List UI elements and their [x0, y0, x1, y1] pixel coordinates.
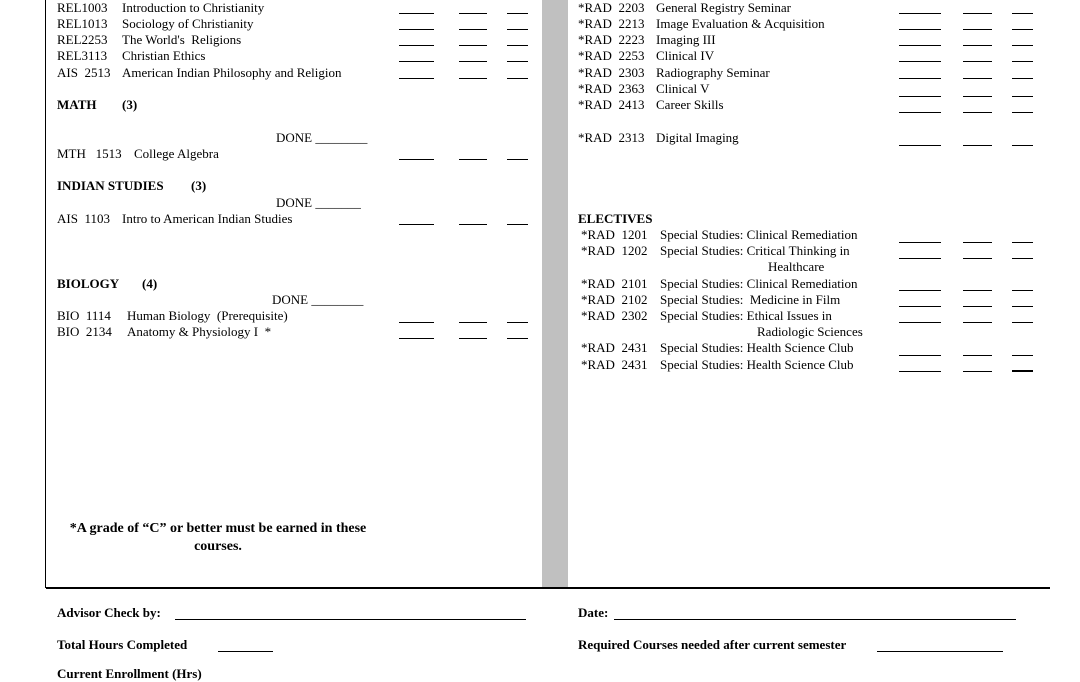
course-title: Career Skills	[656, 97, 724, 112]
course-title-continued: Healthcare	[768, 259, 825, 274]
date-label: Date:	[578, 605, 609, 620]
blank-line[interactable]	[507, 322, 528, 323]
course-code: *RAD 2213	[578, 16, 645, 31]
course-code: *RAD 2203	[578, 0, 645, 15]
blank-line[interactable]	[507, 13, 528, 14]
course-code: *RAD 2223	[578, 32, 645, 47]
blank-line[interactable]	[963, 145, 992, 146]
section-heading-indian-studies: INDIAN STUDIES	[57, 178, 164, 193]
section-hours: (3)	[122, 97, 138, 112]
course-title: Sociology of Christianity	[122, 16, 254, 31]
section-hours: (4)	[142, 276, 158, 291]
course-title: General Registry Seminar	[656, 0, 792, 15]
column-divider	[542, 0, 568, 588]
course-code: *RAD 2102	[581, 292, 648, 307]
course-title: Anatomy & Physiology I *	[127, 324, 272, 339]
blank-line[interactable]	[399, 322, 434, 323]
done-field: DONE ________	[272, 292, 364, 307]
blank-line[interactable]	[399, 45, 434, 46]
course-code: BIO 2134	[57, 324, 112, 339]
blank-line[interactable]	[899, 112, 941, 113]
blank-line[interactable]	[507, 45, 528, 46]
blank-line[interactable]	[1012, 258, 1033, 259]
course-title: Introduction to Christianity	[122, 0, 265, 15]
course-code: REL1013	[57, 16, 108, 31]
course-title: Radiography Seminar	[656, 65, 770, 80]
course-title: Special Studies: Health Science Club	[660, 357, 854, 372]
advisor-check-field[interactable]	[175, 619, 526, 620]
blank-line[interactable]	[399, 338, 434, 339]
course-title: Clinical IV	[656, 48, 715, 63]
blank-line[interactable]	[1012, 112, 1033, 113]
blank-line[interactable]	[399, 159, 434, 160]
done-field: DONE ________	[276, 130, 368, 145]
blank-line[interactable]	[1012, 78, 1033, 79]
blank-line[interactable]	[963, 13, 992, 14]
course-code: *RAD 2313	[578, 130, 645, 145]
blank-line[interactable]	[459, 29, 487, 30]
course-code: *RAD 2363	[578, 81, 645, 96]
course-code: *RAD 2253	[578, 48, 645, 63]
blank-line[interactable]	[459, 78, 487, 79]
advisor-check-label: Advisor Check by:	[57, 605, 161, 620]
course-code: BIO 1114	[57, 308, 111, 323]
footer-separator	[46, 587, 1050, 589]
course-title: Special Studies: Medicine in Film	[660, 292, 841, 307]
blank-line[interactable]	[1012, 355, 1033, 356]
blank-line[interactable]	[963, 61, 992, 62]
blank-line[interactable]	[1012, 45, 1033, 46]
course-title: Special Studies: Critical Thinking in	[660, 243, 850, 258]
blank-line[interactable]	[1012, 145, 1033, 146]
blank-line[interactable]	[507, 61, 528, 62]
course-title: Imaging III	[656, 32, 716, 47]
blank-line[interactable]	[963, 112, 992, 113]
course-title: Special Studies: Ethical Issues in	[660, 308, 832, 323]
blank-line[interactable]	[459, 322, 487, 323]
course-code: *RAD 1202	[581, 243, 648, 258]
blank-line[interactable]	[899, 13, 941, 14]
blank-line[interactable]	[899, 258, 941, 259]
total-hours-field[interactable]	[218, 651, 273, 652]
course-title: The World's Religions	[122, 32, 242, 47]
blank-line[interactable]	[507, 338, 528, 339]
total-hours-label: Total Hours Completed	[57, 637, 188, 652]
blank-line[interactable]	[963, 371, 992, 372]
blank-line[interactable]	[899, 322, 941, 323]
blank-line[interactable]	[459, 61, 487, 62]
blank-line[interactable]	[963, 78, 992, 79]
blank-line[interactable]	[963, 290, 992, 291]
blank-line[interactable]	[963, 29, 992, 30]
blank-line[interactable]	[899, 306, 941, 307]
blank-line[interactable]	[507, 224, 528, 225]
blank-line[interactable]	[399, 224, 434, 225]
date-field[interactable]	[614, 619, 1016, 620]
course-title: College Algebra	[134, 146, 219, 161]
section-hours: (3)	[191, 178, 207, 193]
blank-line[interactable]	[899, 355, 941, 356]
course-title: Special Studies: Clinical Remediation	[660, 227, 858, 242]
course-code: AIS 1103	[57, 211, 110, 226]
blank-line[interactable]	[963, 322, 992, 323]
blank-line[interactable]	[459, 159, 487, 160]
course-title: Clinical V	[656, 81, 710, 96]
blank-line[interactable]	[963, 306, 992, 307]
blank-line[interactable]	[899, 45, 941, 46]
course-title: Special Studies: Health Science Club	[660, 340, 854, 355]
course-code: *RAD 2431	[581, 340, 648, 355]
blank-line[interactable]	[899, 78, 941, 79]
course-code: REL2253	[57, 32, 108, 47]
blank-line[interactable]	[1012, 242, 1033, 243]
blank-line[interactable]	[1012, 29, 1033, 30]
blank-line[interactable]	[1012, 322, 1033, 323]
blank-line[interactable]	[963, 45, 992, 46]
course-title: Digital Imaging	[656, 130, 739, 145]
course-code: *RAD 2101	[581, 276, 648, 291]
course-code: *RAD 2303	[578, 65, 645, 80]
blank-line[interactable]	[1012, 96, 1033, 97]
grade-requirement-note: *A grade of “C” or better must be earned in these courses.	[69, 521, 367, 554]
course-title: American Indian Philosophy and Religion	[122, 65, 342, 80]
blank-line[interactable]	[459, 45, 487, 46]
course-code: AIS 2513	[57, 65, 111, 80]
blank-line[interactable]	[399, 13, 434, 14]
blank-line[interactable]	[899, 96, 941, 97]
course-title: Intro to American Indian Studies	[122, 211, 293, 226]
current-enrollment-label: Current Enrollment (Hrs)	[57, 666, 202, 681]
required-courses-label: Required Courses needed after current semester	[578, 637, 847, 652]
blank-line[interactable]	[899, 29, 941, 30]
blank-line[interactable]	[1012, 306, 1033, 307]
blank-line[interactable]	[963, 242, 992, 243]
course-code: *RAD 2413	[578, 97, 645, 112]
course-title: Christian Ethics	[122, 48, 206, 63]
blank-line[interactable]	[963, 258, 992, 259]
blank-line[interactable]	[1012, 61, 1033, 62]
section-heading-biology: BIOLOGY	[57, 276, 120, 291]
left-border-line	[45, 0, 46, 588]
blank-line[interactable]	[899, 145, 941, 146]
course-title: Image Evaluation & Acquisition	[656, 16, 825, 31]
blank-line[interactable]	[459, 224, 487, 225]
course-code: REL3113	[57, 48, 108, 63]
course-title: Human Biology (Prerequisite)	[127, 308, 288, 323]
blank-line[interactable]	[963, 96, 992, 97]
blank-line[interactable]	[507, 159, 528, 160]
blank-line[interactable]	[1012, 370, 1033, 372]
blank-line[interactable]	[459, 13, 487, 14]
blank-line[interactable]	[507, 78, 528, 79]
course-code: *RAD 2302	[581, 308, 648, 323]
required-courses-field[interactable]	[877, 651, 1003, 652]
blank-line[interactable]	[899, 371, 941, 372]
course-code: *RAD 1201	[581, 227, 648, 242]
course-code: REL1003	[57, 0, 108, 15]
blank-line[interactable]	[899, 242, 941, 243]
blank-line[interactable]	[963, 355, 992, 356]
blank-line[interactable]	[399, 78, 434, 79]
section-heading-math: MATH	[57, 97, 97, 112]
blank-line[interactable]	[899, 61, 941, 62]
blank-line[interactable]	[399, 29, 434, 30]
blank-line[interactable]	[459, 338, 487, 339]
blank-line[interactable]	[399, 61, 434, 62]
blank-line[interactable]	[507, 29, 528, 30]
done-field: DONE _______	[276, 195, 361, 210]
blank-line[interactable]	[899, 290, 941, 291]
course-title: Special Studies: Clinical Remediation	[660, 276, 858, 291]
course-code: *RAD 2431	[581, 357, 648, 372]
blank-line[interactable]	[1012, 13, 1033, 14]
course-title-continued: Radiologic Sciences	[757, 324, 863, 339]
blank-line[interactable]	[1012, 290, 1033, 291]
course-code: MTH 1513	[57, 146, 122, 161]
section-heading-electives: ELECTIVES	[578, 211, 653, 226]
